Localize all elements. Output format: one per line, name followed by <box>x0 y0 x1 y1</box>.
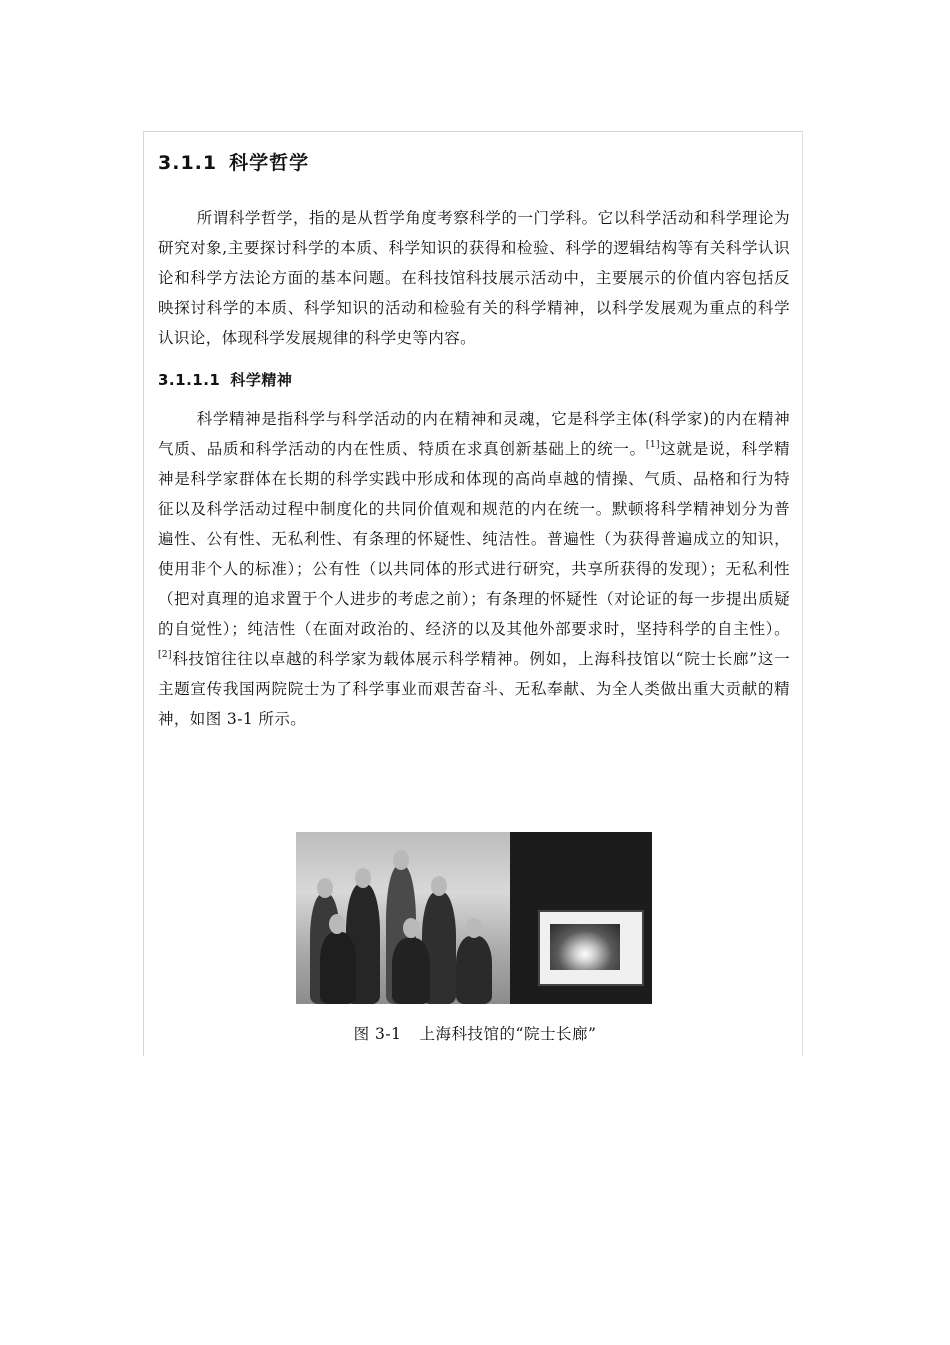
figure-caption <box>0 1022 950 1044</box>
figure-photo <box>296 832 652 1004</box>
subsection-paragraph <box>158 404 790 734</box>
citation-1: [1] <box>645 440 660 450</box>
subsection-title: 科学精神 <box>230 371 293 389</box>
subsection-number: 3.1.1.1 <box>158 371 221 389</box>
section-number: 3.1.1 <box>158 152 218 174</box>
section-paragraph: 所谓科学哲学，指的是从哲学角度考察科学的一门学科。它以科学活动和科学理论为研究对象,主要探讨科学的本质、科学知识的获得和检验、科学的逻辑结构等有关科学认识论和科学方法论方面的基本问题。在科技馆科技展示活动中，主要展示的价值内容包括反映探讨科学的本质、科学知识的活动和检验有关的科学精神，以科学发展观为重点的科学认识论，体现科学发展规律的科学史等内容。 <box>158 209 790 347</box>
photo-display-wall <box>510 832 652 1004</box>
document-body <box>158 140 790 734</box>
figure-number: 图 3-1 <box>353 1025 402 1043</box>
citation-2: [2] <box>158 650 172 660</box>
paragraph-text-3: 科技馆往往以卓越的科学家为载体展示科学精神。例如，上海科技馆以“院士长廊”这一主题宣传我国两院院士为了科学事业而艰苦奋斗、无私奉献、为全人类做出重大贡献的精神，如图 3-1 所示。 <box>158 650 790 728</box>
section-title: 科学哲学 <box>229 152 310 174</box>
figure-caption-text: 上海科技馆的“院士长廊” <box>419 1025 597 1043</box>
display-screen <box>538 910 644 986</box>
section-heading <box>158 148 790 175</box>
subsection-heading <box>158 369 790 390</box>
photo-group-of-people <box>296 832 510 1004</box>
paragraph-text-2: 这就是说，科学精神是科学家群体在长期的科学实践中形成和体现的高尚卓越的情操、气质、品格和行为特征以及科学活动过程中制度化的共同价值观和规范的内在统一。默顿将科学精神划分为普遍性、公有性、无私利性、有条理的怀疑性、纯洁性。普遍性（为获得普遍成立的知识，使用非个人的标准）；公有性（以共同体的形式进行研究，共享所获得的发现）；无私利性（把对真理的追求置于个人进步的考虑之前）；有条理的怀疑性（对论证的每一步提出质疑的自觉性）；纯洁性（在面对政治的、经济的以及其他外部要求时，坚持科学的自主性）。 <box>158 440 790 638</box>
paragraph-text-1: 科学精神是指科学与科学活动的内在精神和灵魂，它是科学主体(科学家)的内在精神气质、品质和科学活动的内在性质、特质在求真创新基础上的统一。 <box>158 410 790 458</box>
